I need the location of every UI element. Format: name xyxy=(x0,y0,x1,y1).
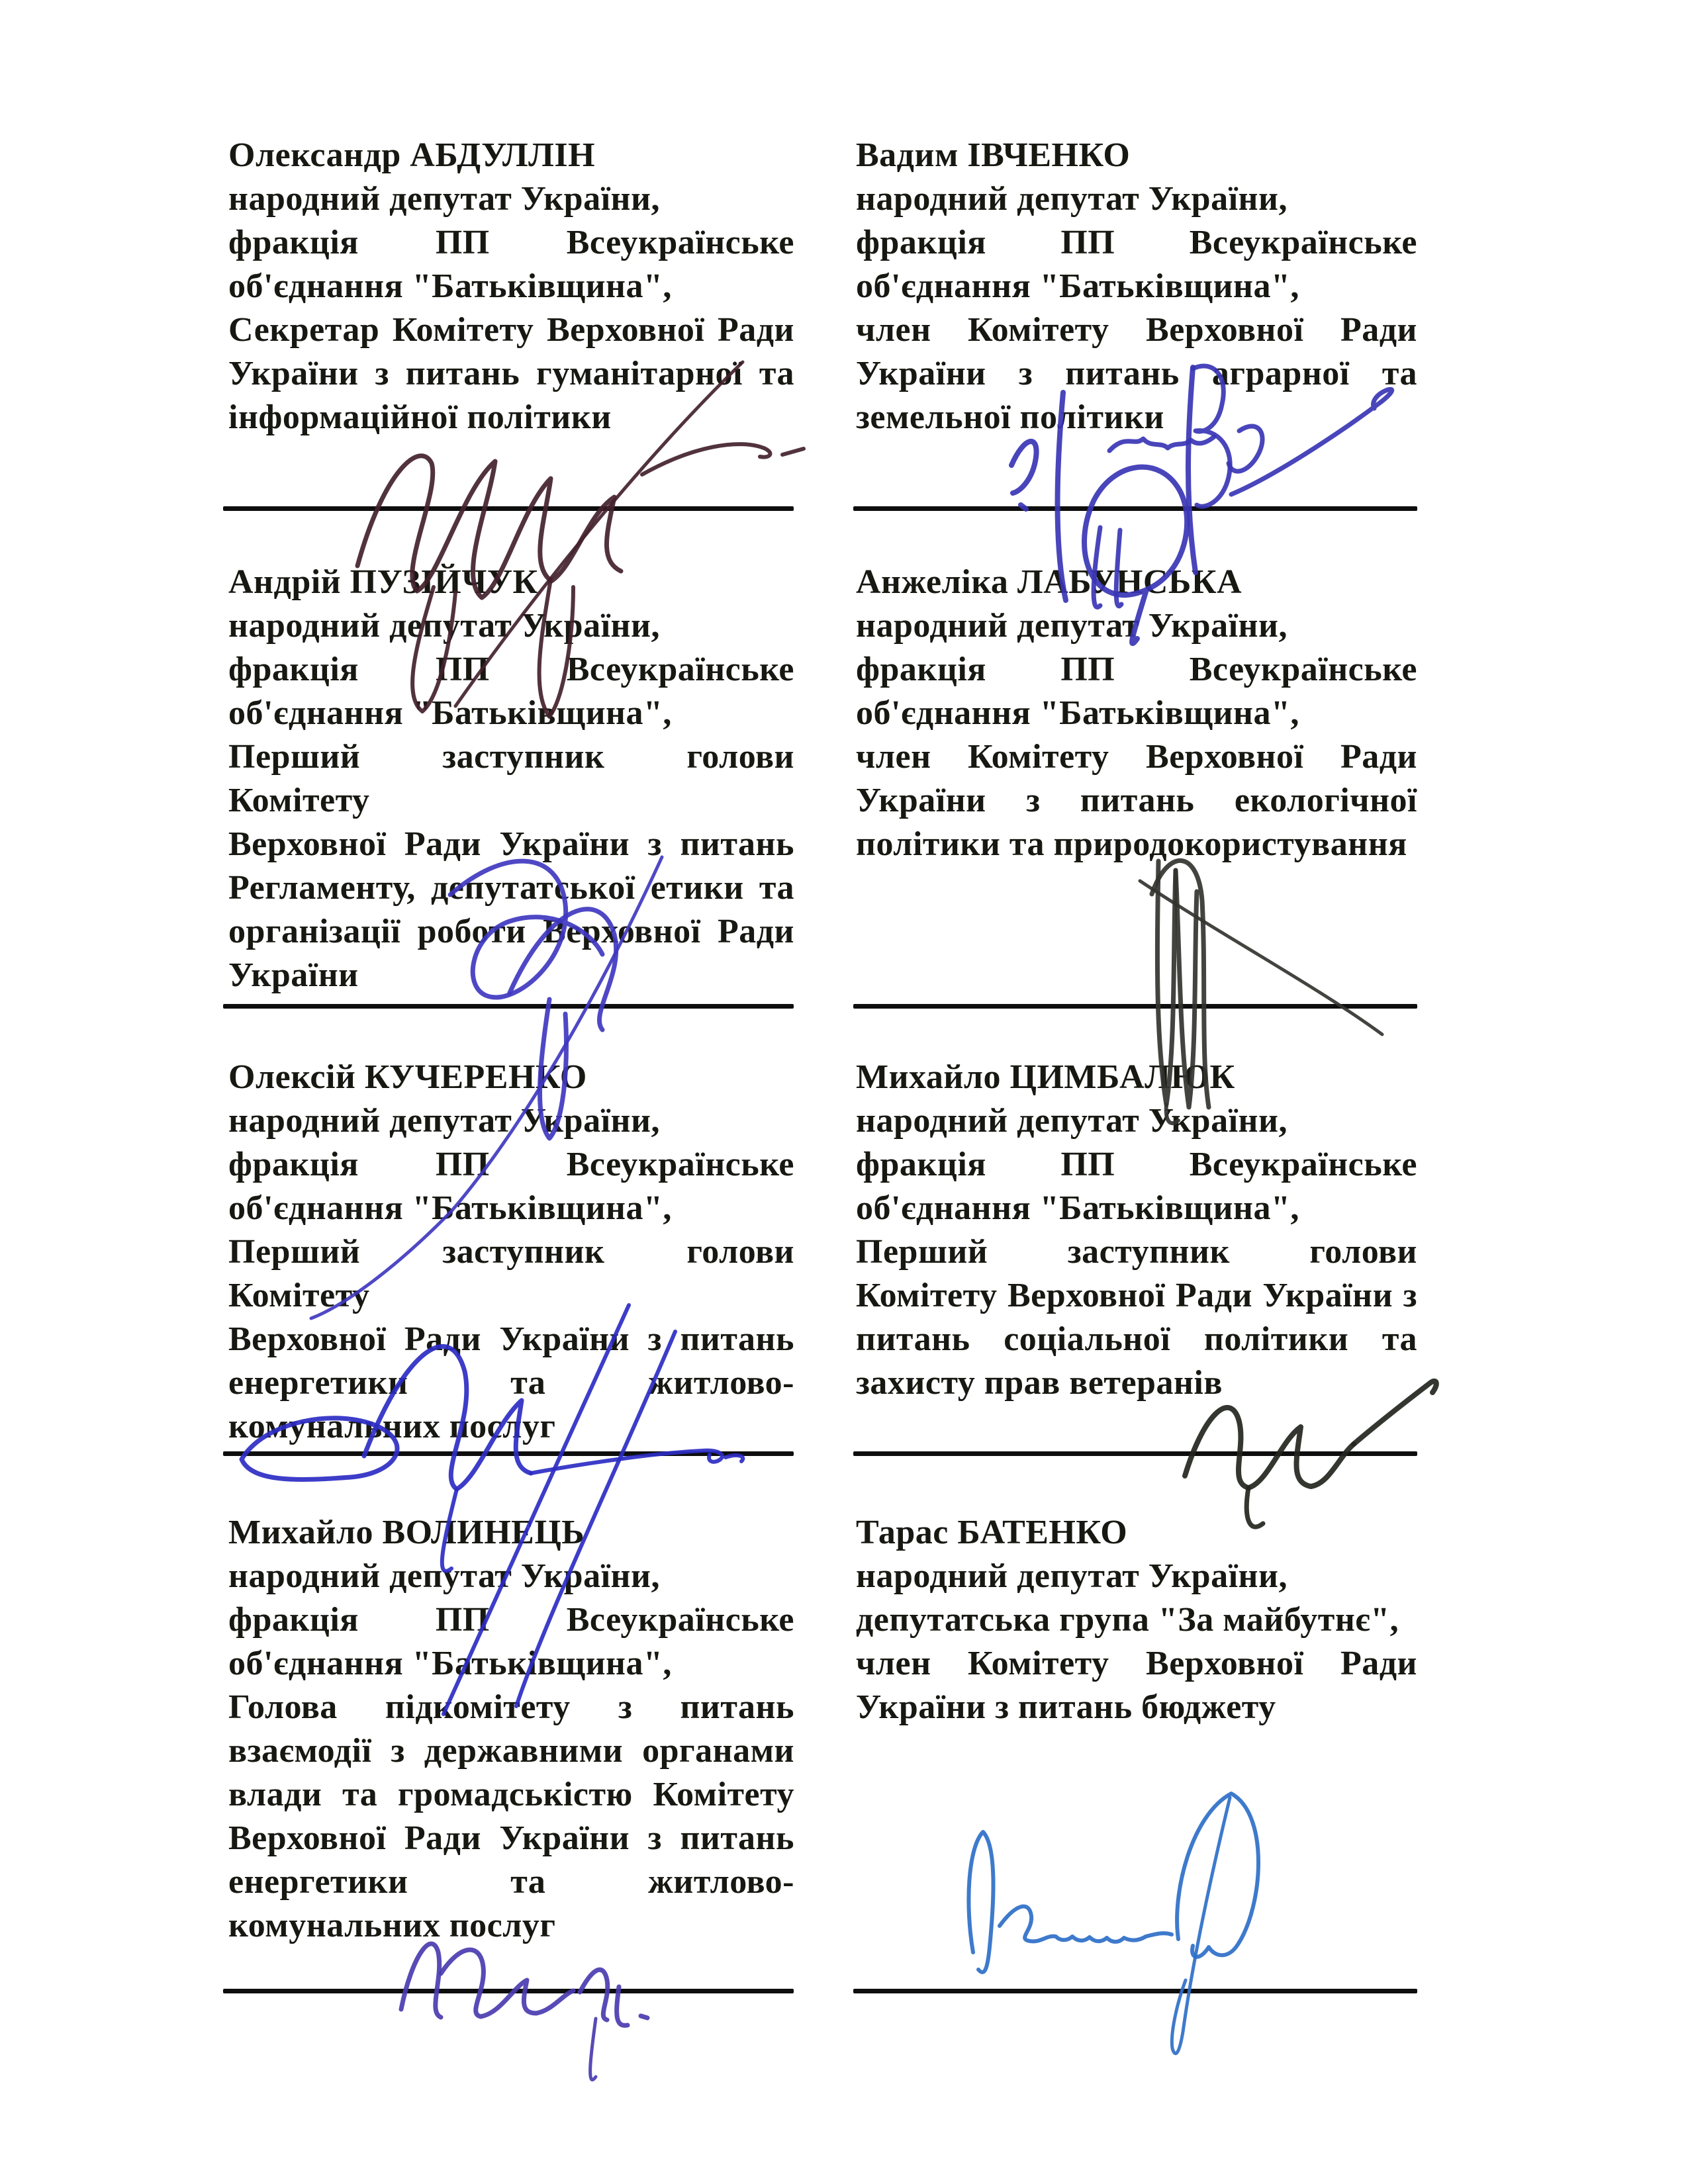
signatory-role-line: об'єднання "Батьківщина", xyxy=(228,1645,672,1682)
signatory-role-line: фракція ПП Всеукраїнське xyxy=(856,1146,1417,1183)
signatory-role-line: народний депутат України, xyxy=(228,1102,660,1140)
signatory-role-line: Секретар Комітету Верховної Ради xyxy=(228,311,794,349)
signatory-role-line: народний депутат України, xyxy=(228,1557,660,1595)
signatory-role-line: об'єднання "Батьківщина", xyxy=(856,694,1299,732)
signatory-role-line: депутатська група "За майбутнє", xyxy=(856,1601,1399,1639)
signatory-role-line: фракція ПП Всеукраїнське xyxy=(228,1146,794,1183)
signatory-role-line: народний депутат України, xyxy=(856,1557,1288,1595)
signatory-role-line: Верховної Ради України з питань xyxy=(228,1819,794,1857)
signatory-role-line: Перший заступник голови xyxy=(856,1233,1417,1271)
signatory-name: Андрій ПУЗІЙЧУК xyxy=(228,563,538,601)
signatory-role-line: взаємодії з державними органами xyxy=(228,1732,794,1770)
signatory-role-line: Перший заступник голови Комітету xyxy=(228,738,794,819)
signatory-role-line: комунальних послуг xyxy=(228,1907,556,1944)
signatory-role-line: питань соціальної політики та xyxy=(856,1320,1417,1358)
signatory-role-line: народний депутат України, xyxy=(228,180,660,218)
signatory-role-line: земельної політики xyxy=(856,398,1164,436)
signatory-role-line: Комітету Верховної Ради України з xyxy=(856,1277,1417,1314)
signatory-role-line: народний депутат України, xyxy=(228,607,660,645)
signature-ivchenko xyxy=(993,354,1417,612)
signature-puziychuk xyxy=(291,841,702,1343)
signatory-role-line: член Комітету Верховної Ради xyxy=(856,738,1417,776)
signatory-name: Олексій КУЧЕРЕНКО xyxy=(228,1058,587,1096)
signatory-role-line: України з питань бюджету xyxy=(856,1688,1276,1726)
signatory-role-line: об'єднання "Батьківщина", xyxy=(228,694,672,732)
signature-kucherenko xyxy=(225,1291,788,1741)
signatory-role-line: комунальних послуг xyxy=(228,1408,556,1445)
signatory-role-line: захисту прав ветеранів xyxy=(856,1364,1223,1402)
signatory-role-line: фракція ПП Всеукраїнське xyxy=(856,651,1417,688)
signature-labunska xyxy=(1119,824,1397,1128)
signatory-role-line: Верховної Ради України з питань xyxy=(228,825,794,863)
signatory-role-line: України з питань аграрної та xyxy=(856,355,1417,392)
signatory-role-line: народний депутат України, xyxy=(856,180,1288,218)
signatory-name: Михайло ЦИМБАЛЮК xyxy=(856,1058,1235,1096)
signatory-role-line: об'єднання "Батьківщина", xyxy=(228,267,672,305)
signatory-role-line: енергетики та житлово- xyxy=(228,1863,794,1901)
signatory-role-line: Регламенту, депутатської етики та xyxy=(228,869,794,907)
signatory-role-line: фракція ПП Всеукраїнське xyxy=(228,651,794,688)
signatory-name: Тарас БАТЕНКО xyxy=(856,1514,1128,1551)
signatory-role-line: член Комітету Верховної Ради xyxy=(856,1645,1417,1682)
signatory-role-line: фракція ПП Всеукраїнське xyxy=(228,224,794,261)
signatory-role-line: Перший заступник голови Комітету xyxy=(228,1233,794,1314)
signatory-role-line: політики та природокористування xyxy=(856,825,1407,863)
signatory-role-line: інформаційної політики xyxy=(228,398,612,436)
signatory-role-line: України xyxy=(228,956,359,994)
signature-volynets xyxy=(371,1886,655,2085)
signatory-role-line: енергетики та житлово- xyxy=(228,1364,794,1402)
signatory-name: Олександр АБДУЛЛІН xyxy=(228,136,596,174)
signatory-role-line: України з питань гуманітарної та xyxy=(228,355,794,392)
signatory-block-batenko xyxy=(856,1511,1417,1729)
signatory-name: Вадим ІВЧЕНКО xyxy=(856,136,1131,174)
signatory-role-line: організації роботи Верховної Ради xyxy=(228,913,794,950)
signature-batenko xyxy=(953,1774,1503,2065)
signatory-role-line: України з питань екологічної xyxy=(856,782,1417,819)
signatory-name: Анжеліка ЛАБУНСЬКА xyxy=(856,563,1243,601)
signatory-role-line: фракція ПП Всеукраїнське xyxy=(228,1601,794,1639)
signature-abdullin xyxy=(285,354,814,639)
signatory-role-line: член Комітету Верховної Ради xyxy=(856,311,1417,349)
signatory-role-line: об'єднання "Батьківщина", xyxy=(228,1189,672,1227)
signatory-role-line: народний депутат України, xyxy=(856,1102,1288,1140)
signatory-name: Михайло ВОЛИНЕЦЬ xyxy=(228,1514,585,1551)
signatory-role-line: об'єднання "Батьківщина", xyxy=(856,267,1299,305)
signatory-role-line: Верховної Ради України з питань xyxy=(228,1320,794,1358)
signatory-role-line: об'єднання "Батьківщина", xyxy=(856,1189,1299,1227)
signatory-role-line: фракція ПП Всеукраїнське xyxy=(856,224,1417,261)
signatory-role-line: народний депутат України, xyxy=(856,607,1288,645)
signatory-role-line: влади та громадськістю Комітету xyxy=(228,1776,794,1813)
signatory-role-line: Голова підкомітету з питань xyxy=(228,1688,794,1726)
signature-tsymbalyuk xyxy=(1158,1350,1450,1535)
